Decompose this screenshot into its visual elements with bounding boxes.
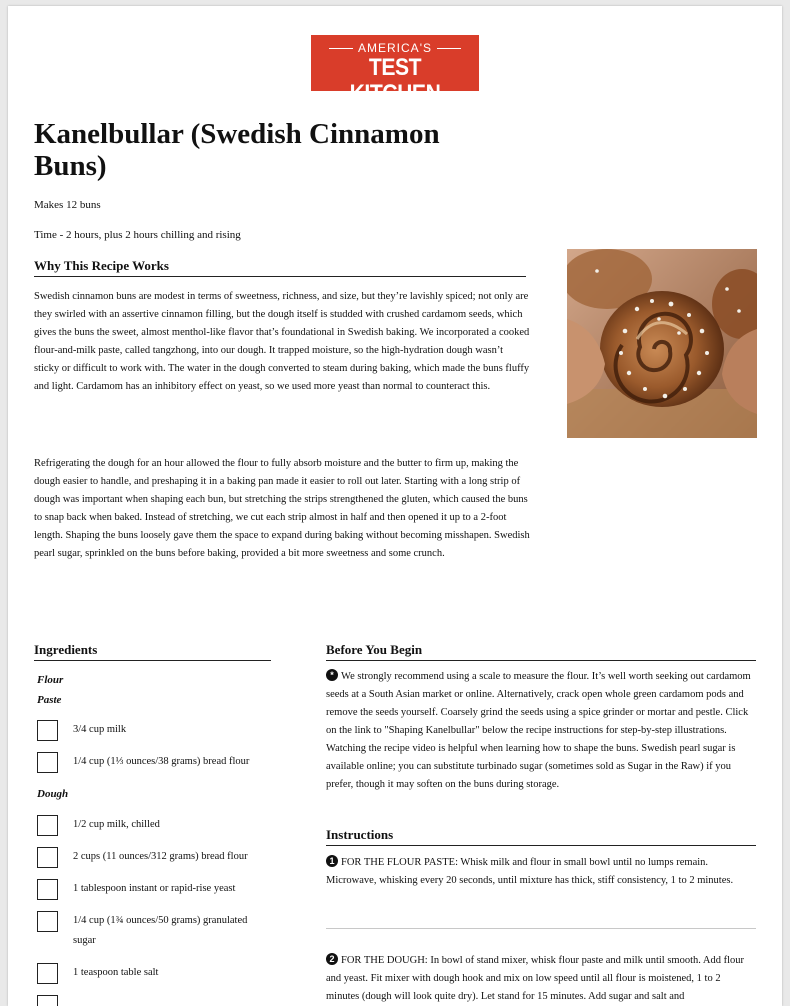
recipe-page [8,6,782,1006]
why-paragraph-2: Refrigerating the dough for an hour allowed the flour to fully absorb moisture and the butter to firm up, making the dough easier to handle, and preshaping it in a baking pan made it easier to roll out later. Starting with a long strip of dough was important when shaping each bun, but stretching the strips strengthened the gluten, which caused the buns to snap back when baked. Instead of stretching, we cut each strip almost in half and then opened it up to a 2-foot length. Shaping the buns loosely gave them the space to expand during baking without becoming misshapen. Swedish pearl sugar, sprinkled on the buns before baking, provided a bit more sweetness and some crunch. [34,458,530,559]
why-heading: Why This Recipe Works [34,258,526,277]
ingredient-text: 2 cups (11 ounces/312 grams) bread flour [73,851,248,862]
ingredient-checkbox[interactable] [37,963,58,984]
ingredient-text: 3/4 cup milk [73,724,127,735]
logo-line2: TEST KITCHEN [349,54,441,107]
before-text-block [326,668,756,794]
ingredient-group-title: Dough [37,788,69,800]
ingredient-text: 1/2 cup milk, chilled [73,819,160,830]
ingredient-checkbox[interactable] [37,847,58,868]
before-heading: Before You Begin [326,642,756,661]
ingredient-item[interactable] [37,847,277,868]
asterisk-marker: * [326,669,338,681]
step-text: FOR THE FLOUR PASTE: Whisk milk and flour in small bowl until no lumps remain. Microwave, whisking every 20 seconds, until mixture has thick, stiff consistency, 1 to 2 minutes. [326,857,734,886]
instructions-heading: Instructions [326,827,756,846]
ingredient-item[interactable] [37,995,277,1006]
step-divider [326,928,756,929]
ingredient-group-title: Flour [37,674,64,686]
instruction-step [326,952,756,1006]
recipe-yield: Makes 12 buns [34,199,101,211]
instruction-step [326,854,756,890]
step-text: FOR THE DOUGH: In bowl of stand mixer, whisk flour paste and milk until smooth. Add flour and yeast. Fit mixer with dough hook and mix on low speed until all flour is moistened, 1 to 2 minutes (dough will look quite dry). Let stand for 15 minutes. Add sugar and salt and [326,955,745,1002]
ingredients-heading: Ingredients [34,642,271,661]
atk-logo [311,35,479,107]
ingredient-checkbox[interactable] [37,752,58,773]
ingredient-text: 1 teaspoon table salt [73,967,159,978]
before-text: We strongly recommend using a scale to measure the flour. It’s well worth seeking out cardamom seeds at a South Asian market or online. Alternatively, crack open whole green cardamom pods and remove the seeds yourself. Coarsely grind the seeds using a spice grinder or mortar and pestle. Click on the link to "Shaping Kanelbullar" below the recipe instructions for step-by-step illustrations. Watching the recipe video is helpful when learning how to shape the buns. Swedish pearl sugar is available online; you can substitute turbinado sugar (sometimes sold as Sugar in the Raw) if you prefer, though it may soften on the buns during storage. [326,671,751,790]
ingredient-text: 1 tablespoon instant or rapid-rise yeast [73,883,236,894]
ingredient-item[interactable] [37,815,277,836]
why-paragraph-1: Swedish cinnamon buns are modest in terms of sweetness, richness, and size, but they’re lavishly spiced; not only are they swirled with an assertive cinnamon filling, but the dough itself is studded with crushed cardamom seeds, which gives the buns the sweet, almost menthol-like flavor that’s foundational in Swedish baking. We incorporated a cooked flour-and-milk paste, called tangzhong, into our dough. It trapped moisture, so the high-hydration dough wasn’t sticky or difficult to work with. The water in the dough converted to steam during baking, which made the buns fluffy and light. Cardamom has an inhibitory effect on yeast, so we used more yeast than normal to counteract this. [34,291,530,392]
ingredient-item[interactable] [37,963,277,984]
ingredient-checkbox[interactable] [37,995,58,1006]
ingredient-text: 1/4 cup (1¾ ounces/50 grams) granulated sugar [73,915,248,946]
ingredient-item[interactable] [37,911,277,951]
recipe-title: Kanelbullar (Swedish Cinnamon Buns) [34,118,440,182]
ingredient-group-subtitle: Paste [37,694,62,706]
ingredient-checkbox[interactable] [37,911,58,932]
ingredient-checkbox[interactable] [37,720,58,741]
step-number: 2 [326,953,338,965]
ingredient-checkbox[interactable] [37,815,58,836]
logo-line1: AMERICA'S [358,41,432,55]
ingredient-text: 1/4 cup (1⅓ ounces/38 grams) bread flour [73,756,250,767]
ingredient-item[interactable] [37,879,277,900]
recipe-time: Time - 2 hours, plus 2 hours chilling and rising [34,229,241,241]
ingredient-item[interactable] [37,720,277,741]
ingredient-checkbox[interactable] [37,879,58,900]
cinnamon-bun-photo [567,249,757,438]
step-number: 1 [326,855,338,867]
ingredient-item[interactable] [37,752,277,773]
